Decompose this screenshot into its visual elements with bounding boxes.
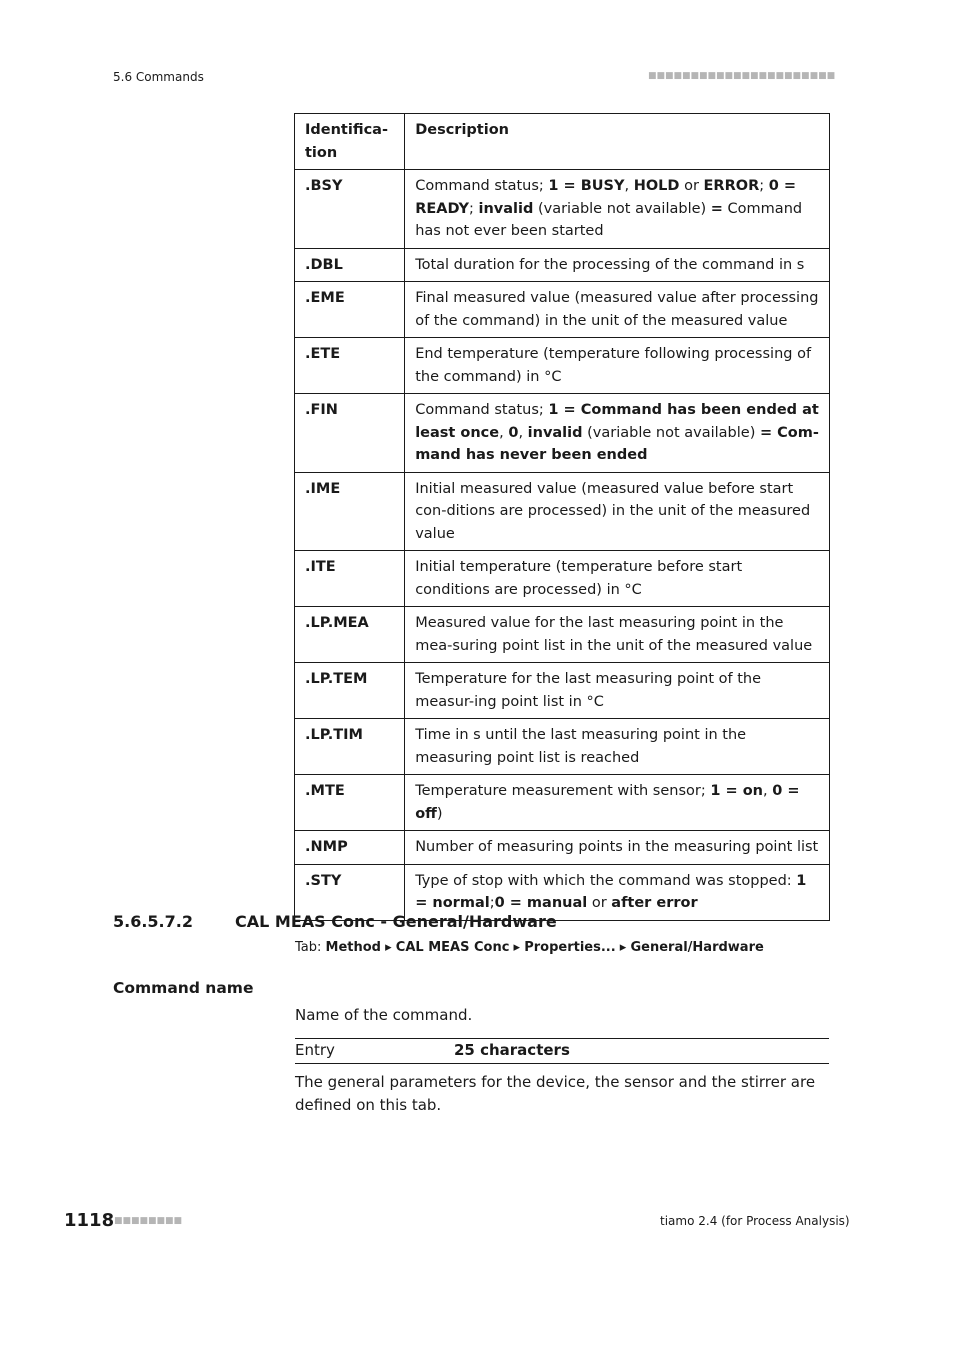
emphasis: after error bbox=[611, 895, 698, 911]
running-header-dots: ■■■■■■■■■■■■■■■■■■■■■■ bbox=[648, 71, 836, 81]
command-name-description: Name of the command. bbox=[295, 1006, 473, 1024]
variable-id: .ITE bbox=[295, 551, 405, 607]
emphasis: invalid bbox=[478, 200, 534, 217]
table-header-row bbox=[295, 114, 830, 170]
variable-description: Number of measuring points in the measuring point list bbox=[405, 831, 830, 865]
table-row bbox=[295, 472, 830, 551]
variable-description: Measured value for the last measuring point in the mea-suring point list in the unit of the measured value bbox=[405, 607, 830, 663]
variable-id: .NMP bbox=[295, 831, 405, 865]
table-row bbox=[295, 551, 830, 607]
variable-description: Temperature measurement with sensor; 1 = on, 0 = off) bbox=[405, 775, 830, 831]
tab-note: The general parameters for the device, the sensor and the stirrer are defined on this tab. bbox=[295, 1073, 816, 1114]
table-row bbox=[295, 170, 830, 249]
variable-id: .LP.TEM bbox=[295, 663, 405, 719]
section-heading bbox=[113, 912, 557, 931]
running-header-section: 5.6 Commands bbox=[113, 70, 204, 84]
variable-description: Initial temperature (temperature before start conditions are processed) in °C bbox=[405, 551, 830, 607]
emphasis: 1 = on bbox=[710, 783, 763, 799]
variable-description: Total duration for the processing of the command in s bbox=[405, 248, 830, 282]
entry-label: Entry bbox=[295, 1041, 335, 1059]
footer-dots: ■■■■■■■■ bbox=[114, 1216, 183, 1226]
variable-description: Command status; 1 = Command has been ended at least once, 0, invalid (variable not available) = Com-mand has never been ended bbox=[405, 394, 830, 473]
table-row bbox=[295, 719, 830, 775]
page-number: 1118 bbox=[64, 1210, 115, 1231]
emphasis: = bbox=[710, 200, 723, 217]
table-row bbox=[295, 607, 830, 663]
entry-value: 25 characters bbox=[454, 1041, 570, 1059]
variable-id: .MTE bbox=[295, 775, 405, 831]
table-row bbox=[295, 248, 830, 282]
section-number: 5.6.5.7.2 bbox=[113, 912, 193, 931]
variable-id: .DBL bbox=[295, 248, 405, 282]
header-description: Description bbox=[405, 114, 830, 170]
emphasis: 0 = off bbox=[415, 783, 800, 822]
table-row bbox=[295, 663, 830, 719]
variable-id: .BSY bbox=[295, 170, 405, 249]
entry-row bbox=[295, 1038, 829, 1064]
emphasis: 0 bbox=[508, 424, 519, 441]
variable-id: .LP.TIM bbox=[295, 719, 405, 775]
tab-path-item: Method bbox=[325, 940, 381, 955]
product-name: tiamo 2.4 (for Process Analysis) bbox=[660, 1214, 850, 1228]
tab-path-item: Properties... bbox=[524, 940, 616, 955]
emphasis: HOLD bbox=[633, 178, 680, 194]
table-row bbox=[295, 338, 830, 394]
variable-description: Command status; 1 = BUSY, HOLD or ERROR; 0 = READY; invalid (variable not available) = Command has not ever been started bbox=[405, 170, 830, 249]
command-name-heading: Command name bbox=[113, 979, 254, 997]
table-body bbox=[295, 170, 830, 921]
variable-id: .FIN bbox=[295, 394, 405, 473]
variable-id: .LP.MEA bbox=[295, 607, 405, 663]
tab-path-item: General/Hardware bbox=[630, 940, 764, 955]
variables-table bbox=[294, 113, 830, 921]
variable-id: .STY bbox=[295, 864, 405, 920]
variable-description: Time in s until the last measuring point in the measuring point list is reached bbox=[405, 719, 830, 775]
variable-description: End temperature (temperature following processing of the command) in °C bbox=[405, 338, 830, 394]
variable-id: .ETE bbox=[295, 338, 405, 394]
table-row bbox=[295, 831, 830, 865]
table-row bbox=[295, 282, 830, 338]
variable-id: .IME bbox=[295, 472, 405, 551]
variable-id: .EME bbox=[295, 282, 405, 338]
emphasis: 0 = READY bbox=[415, 178, 797, 217]
emphasis: = Com-mand has never been ended bbox=[415, 424, 819, 463]
variable-description: Type of stop with which the command was stopped: 1 = normal;0 = manual or after error bbox=[405, 864, 830, 920]
emphasis: 0 = manual bbox=[494, 895, 588, 911]
table-row bbox=[295, 394, 830, 473]
table-row bbox=[295, 775, 830, 831]
header-identification: Identifica- tion bbox=[295, 114, 405, 170]
emphasis: 1 = normal bbox=[415, 872, 807, 911]
variable-description: Final measured value (measured value after processing of the command) in the unit of the measured value bbox=[405, 282, 830, 338]
variable-description: Initial measured value (measured value before start con-ditions are processed) in the unit of the measured value bbox=[405, 472, 830, 551]
emphasis: ERROR bbox=[703, 178, 760, 194]
emphasis: 1 = BUSY bbox=[548, 178, 625, 194]
tab-path: Tab: Method ▸ CAL MEAS Conc ▸ Properties... ▸ General/Hardware bbox=[295, 940, 764, 955]
tab-path-item: CAL MEAS Conc bbox=[395, 940, 510, 955]
variable-description: Temperature for the last measuring point of the measur-ing point list in °C bbox=[405, 663, 830, 719]
emphasis: invalid bbox=[527, 424, 583, 441]
emphasis: 1 = Command has been ended at least once bbox=[415, 402, 819, 441]
section-title: CAL MEAS Conc - General/Hardware bbox=[235, 912, 557, 931]
